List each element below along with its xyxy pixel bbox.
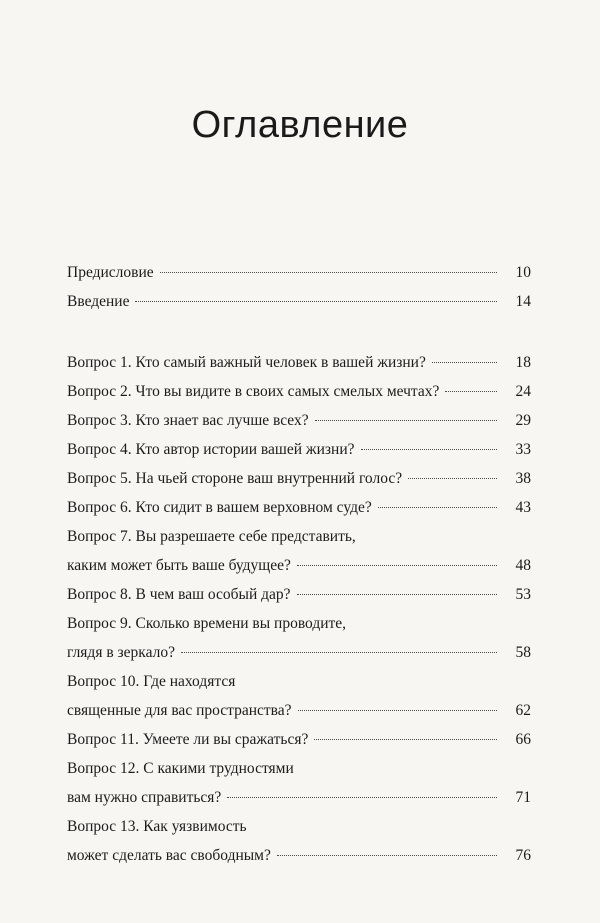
toc-question-entry [67, 464, 531, 493]
entry-title-line: Вопрос 9. Сколько времени вы проводите, [67, 615, 347, 632]
page-number: 62 [515, 702, 531, 719]
entry-title: Вопрос 4. Кто автор истории вашей жизни? [67, 441, 355, 458]
entry-title-line: Вопрос 12. С какими трудностями [67, 760, 294, 777]
page-number: 29 [515, 412, 531, 429]
dot-leader [445, 391, 497, 392]
dot-leader [277, 855, 497, 856]
page-number: 43 [515, 499, 531, 516]
entry-title: каким может быть ваше будущее? [67, 557, 291, 574]
entry-title: Вопрос 11. Умеете ли вы сражаться? [67, 731, 309, 748]
dot-leader [135, 301, 497, 302]
page-number: 71 [515, 789, 531, 806]
toc-question-entry [67, 493, 531, 522]
entry-title: глядя в зеркало? [67, 644, 175, 661]
page-number: 58 [515, 644, 531, 661]
toc-question-entry [67, 551, 531, 580]
entry-title: Вопрос 8. В чем ваш особый дар? [67, 586, 291, 603]
page-number: 33 [515, 441, 531, 458]
dot-leader [297, 565, 497, 566]
toc-question-entry [67, 638, 531, 667]
entry-title-line: Вопрос 10. Где находятся [67, 673, 236, 690]
section-gap [67, 316, 531, 348]
page-number: 10 [515, 264, 531, 281]
dot-leader [160, 272, 497, 273]
entry-title: может сделать вас свободным? [67, 847, 271, 864]
dot-leader [315, 420, 497, 421]
entry-title-line: Вопрос 7. Вы разрешаете себе представить, [67, 528, 356, 545]
toc-question-entry [67, 696, 531, 725]
dot-leader [378, 507, 497, 508]
page-number: 18 [515, 354, 531, 371]
entry-title-line: Вопрос 13. Как уязвимость [67, 818, 247, 835]
page-number: 14 [515, 293, 531, 310]
toc-front-entry [67, 287, 531, 316]
page-number: 53 [515, 586, 531, 603]
toc-question-entry [67, 406, 531, 435]
dot-leader [432, 362, 497, 363]
page-number: 76 [515, 847, 531, 864]
entry-title: Вопрос 1. Кто самый важный человек в вашей жизни? [67, 354, 426, 371]
toc-question-entry [67, 841, 531, 870]
page-number: 66 [515, 731, 531, 748]
entry-title: Вопрос 2. Что вы видите в своих самых смелых мечтах? [67, 383, 440, 400]
toc-question-entry [67, 435, 531, 464]
page-number: 24 [515, 383, 531, 400]
dot-leader [297, 594, 497, 595]
entry-title: Предисловие [67, 264, 154, 281]
table-of-contents [67, 258, 531, 870]
page-number: 38 [515, 470, 531, 487]
entry-title: Введение [67, 293, 130, 310]
dot-leader [361, 449, 497, 450]
toc-question-entry [67, 783, 531, 812]
toc-question-entry [67, 725, 531, 754]
toc-question-entry [67, 348, 531, 377]
entry-title: вам нужно справиться? [67, 789, 222, 806]
entry-title: Вопрос 6. Кто сидит в вашем верховном суде? [67, 499, 372, 516]
toc-question-entry [67, 377, 531, 406]
page-title: Оглавление [191, 104, 409, 146]
toc-question-entry [67, 580, 531, 609]
entry-title: Вопрос 3. Кто знает вас лучше всех? [67, 412, 309, 429]
dot-leader [408, 478, 497, 479]
dot-leader [181, 652, 497, 653]
entry-title: священные для вас пространства? [67, 702, 292, 719]
entry-title: Вопрос 5. На чьей стороне ваш внутренний голос? [67, 470, 403, 487]
dot-leader [227, 797, 497, 798]
dot-leader [314, 739, 497, 740]
toc-front-entry [67, 258, 531, 287]
dot-leader [298, 710, 497, 711]
page-number: 48 [515, 557, 531, 574]
